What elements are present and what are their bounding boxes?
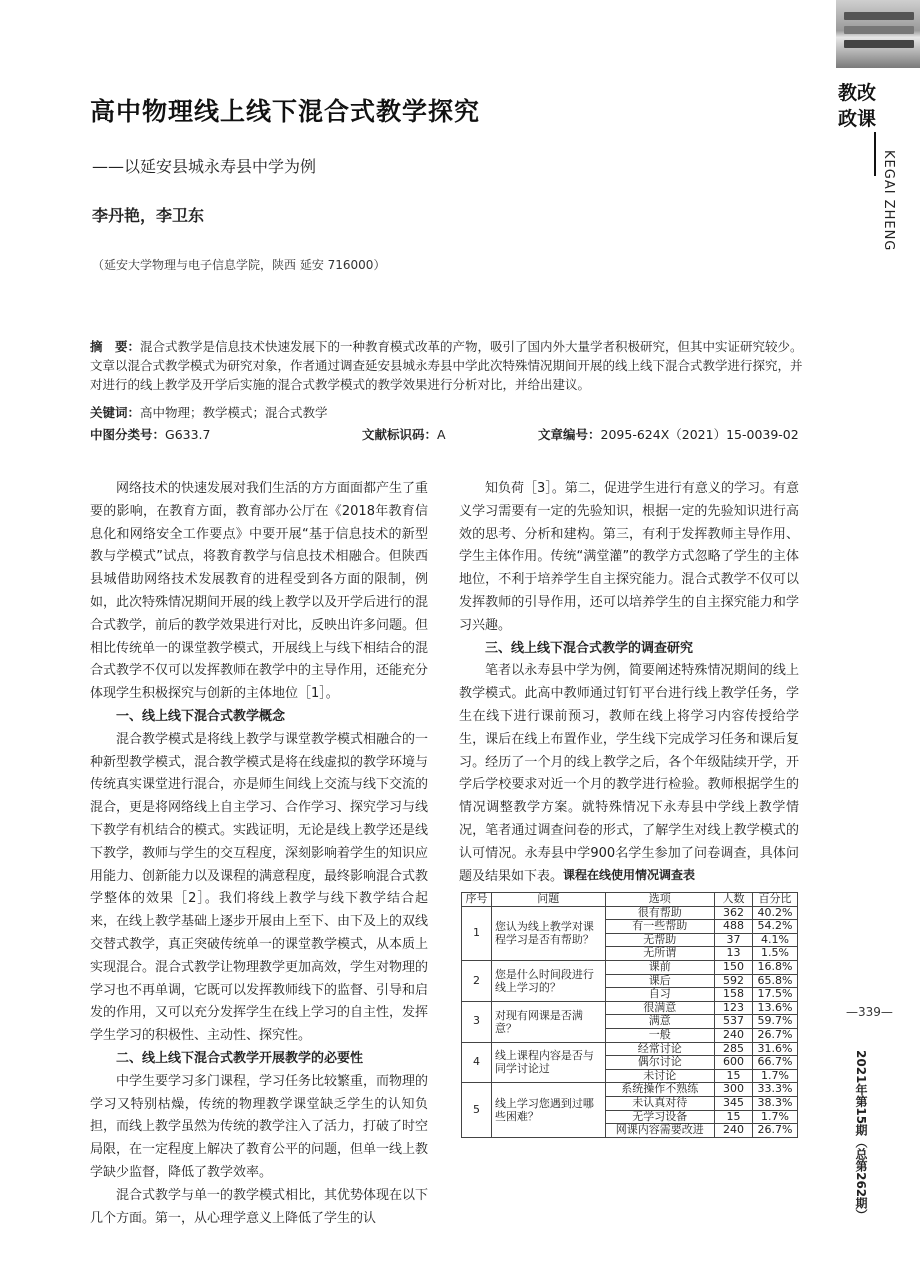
percent-cell: 38.3% bbox=[752, 1096, 797, 1110]
article-authors: 李丹艳，李卫东 bbox=[92, 206, 205, 225]
paragraph: 中学生要学习多门课程，学习任务比较繁重，而物理的学习又特别枯燥，传统的物理教学课堂缺乏学生的认知负担，而线上教学虽然为传统的教学注入了活力，打破了时空局限，在一定程度上解决了教育公平的问题，但单一线上教学缺少监督，降低了教学效率。 bbox=[90, 1073, 429, 1180]
count-cell: 362 bbox=[715, 906, 753, 920]
books-stack-image bbox=[836, 0, 920, 68]
table-row bbox=[462, 1001, 798, 1015]
section-heading: 二、线上线下混合式教学开展教学的必要性 bbox=[116, 1050, 364, 1066]
question-text: 线上课程内容是否与同学讨论过 bbox=[491, 1042, 605, 1083]
percent-cell: 26.7% bbox=[752, 1124, 797, 1138]
option-cell: 课后 bbox=[605, 974, 715, 988]
left-column bbox=[90, 478, 428, 1230]
section-heading: 一、线上线下混合式教学概念 bbox=[116, 708, 286, 724]
question-text: 线上学习您遇到过哪些困难？ bbox=[491, 1083, 605, 1137]
count-cell: 13 bbox=[715, 947, 753, 961]
option-cell: 满意 bbox=[605, 1015, 715, 1029]
count-cell: 150 bbox=[715, 960, 753, 974]
option-cell: 无所谓 bbox=[605, 947, 715, 961]
option-cell: 经常讨论 bbox=[605, 1042, 715, 1056]
journal-section-latin: KEGAI ZHENG bbox=[881, 150, 896, 252]
keywords-text: 高中物理；教学模式；混合式教学 bbox=[140, 405, 328, 420]
table-title: 课程在线使用情况调查表 bbox=[562, 868, 695, 882]
count-cell: 592 bbox=[715, 974, 753, 988]
right-column bbox=[459, 478, 799, 888]
count-cell: 158 bbox=[715, 988, 753, 1002]
option-cell: 未讨论 bbox=[605, 1069, 715, 1083]
paragraph: 网络技术的快速发展对我们生活的方方面面都产生了重要的影响，在教育方面，教育部办公厅在《2018年教育信息化和网络安全工作要点》中要开展“基于信息技术的新型教与学模式”试点，将教育教学与信息技术相融合。但陕西县城借助网络技术发展教育的进程受到各方面的限制，例如，此次特殊情况期间开展的线上教学以及开学后进行的混合式教学，前后的教学效果进行对比，反映出许多问题。但相比传统单一的课堂教学模式，开展线上与线下相结合的混合式教学不仅可以发挥教师在教学中的主导作用，还能充分体现学生积极探究与创新的主体地位［1］。 bbox=[90, 481, 429, 702]
percent-cell: 1.7% bbox=[752, 1110, 797, 1124]
paragraph: 知负荷［3］。第二，促进学生进行有意义的学习。有意义学习需要有一定的先验知识，根据一定的先验知识进行高效的思考、分析和建构。第三，有利于发挥教师主导作用、学生主体作用。传统“满堂灌”的教学方式忽略了学生的主体地位，不利于培养学生自主探究能力。混合式教学不仅可以发挥教师的引导作用，还可以培养学生的自主探究能力和学习兴趣。 bbox=[459, 481, 799, 633]
count-cell: 37 bbox=[715, 933, 753, 947]
count-cell: 600 bbox=[715, 1056, 753, 1070]
table-header-cell: 选项 bbox=[605, 893, 715, 907]
option-cell: 未认真对待 bbox=[605, 1096, 715, 1110]
article-no-value: 2095-624X（2021）15-0039-02 bbox=[600, 427, 799, 442]
table-row bbox=[462, 1083, 798, 1097]
option-cell: 系统操作不熟练 bbox=[605, 1083, 715, 1097]
count-cell: 300 bbox=[715, 1083, 753, 1097]
doc-label: 文献标识码： bbox=[362, 427, 438, 442]
percent-cell: 54.2% bbox=[752, 920, 797, 934]
article-number bbox=[538, 425, 799, 443]
percent-cell: 40.2% bbox=[752, 906, 797, 920]
percent-cell: 1.5% bbox=[752, 947, 797, 961]
percent-cell: 26.7% bbox=[752, 1028, 797, 1042]
article-affiliation: （延安大学物理与电子信息学院，陕西 延安 716000） bbox=[92, 258, 386, 272]
section-heading: 三、线上线下混合式教学的调查研究 bbox=[485, 640, 694, 656]
book-icon bbox=[844, 26, 914, 34]
percent-cell: 16.8% bbox=[752, 960, 797, 974]
abstract-label: 摘 要： bbox=[90, 339, 141, 354]
count-cell: 537 bbox=[715, 1015, 753, 1029]
count-cell: 285 bbox=[715, 1042, 753, 1056]
count-cell: 240 bbox=[715, 1028, 753, 1042]
count-cell: 15 bbox=[715, 1069, 753, 1083]
option-cell: 无学习设备 bbox=[605, 1110, 715, 1124]
article-title: 高中物理线上线下混合式教学探究 bbox=[90, 97, 481, 126]
percent-cell: 66.7% bbox=[752, 1056, 797, 1070]
keywords bbox=[90, 403, 328, 421]
option-cell: 网课内容需要改进 bbox=[605, 1124, 715, 1138]
percent-cell: 31.6% bbox=[752, 1042, 797, 1056]
option-cell: 很有帮助 bbox=[605, 906, 715, 920]
book-icon bbox=[844, 12, 914, 20]
document-code bbox=[362, 425, 446, 443]
clc-number bbox=[90, 425, 211, 443]
count-cell: 240 bbox=[715, 1124, 753, 1138]
count-cell: 488 bbox=[715, 920, 753, 934]
keywords-label: 关键词： bbox=[90, 405, 141, 420]
percent-cell: 4.1% bbox=[752, 933, 797, 947]
table-body bbox=[462, 906, 798, 1137]
option-cell: 有一些帮助 bbox=[605, 920, 715, 934]
table-header-row bbox=[462, 893, 798, 907]
question-number: 1 bbox=[462, 906, 492, 960]
book-icon bbox=[844, 40, 914, 48]
option-cell: 一般 bbox=[605, 1028, 715, 1042]
question-text: 您是什么时间段进行线上学习的？ bbox=[491, 960, 605, 1001]
count-cell: 123 bbox=[715, 1001, 753, 1015]
article-subtitle: ——以延安县城永寿县中学为例 bbox=[92, 157, 317, 176]
option-cell: 很满意 bbox=[605, 1001, 715, 1015]
table-header-cell: 百分比 bbox=[752, 893, 797, 907]
table-row bbox=[462, 1042, 798, 1056]
option-cell: 课前 bbox=[605, 960, 715, 974]
table-header-cell: 问题 bbox=[491, 893, 605, 907]
question-text: 您认为线上教学对课程学习是否有帮助？ bbox=[491, 906, 605, 960]
option-cell: 自习 bbox=[605, 988, 715, 1002]
journal-section-title: 教改政课 bbox=[838, 82, 877, 130]
percent-cell: 65.8% bbox=[752, 974, 797, 988]
percent-cell: 17.5% bbox=[752, 988, 797, 1002]
paragraph: 混合教学模式是将线上教学与课堂教学模式相融合的一种新型教学模式，混合教学模式是将在线虚拟的教学环境与传统真实课堂进行混合，亦是师生间线上交流与线下交流的混合，更是将网络线上自主学习、合作学习、探究学习与线下教学有机结合的模式。实践证明，无论是线上教学还是线下教学，教师与学生的交互程度，深刻影响着学生的知识应用能力、创新能力以及课程的满意程度，最终影响混合式教学整体的效果［2］。我们将线上教学与线下教学结合起来，在线上教学基础上逐步开展由上至下、由下及上的双线交替式教学，真正突破传统单一的课堂教学模式，从本质上实现混合。混合式教学让物理教学更加高效，学生对物理的学习也不再单调，它既可以发挥教师线下的监督、引导和启发的作用，又可以充分发挥学生在线上学习的自主性，发挥学生学习的积极性、主动性、探究性。 bbox=[90, 731, 429, 1044]
table-row bbox=[462, 960, 798, 974]
option-cell: 偶尔讨论 bbox=[605, 1056, 715, 1070]
question-number: 4 bbox=[462, 1042, 492, 1083]
issue-info: 2021年第15期（总第262期） bbox=[854, 1050, 868, 1222]
percent-cell: 13.6% bbox=[752, 1001, 797, 1015]
survey-table bbox=[461, 892, 798, 1138]
doc-value: A bbox=[437, 427, 446, 442]
question-number: 3 bbox=[462, 1001, 492, 1042]
page-number: —339— bbox=[846, 1005, 893, 1019]
percent-cell: 33.3% bbox=[752, 1083, 797, 1097]
count-cell: 345 bbox=[715, 1096, 753, 1110]
paragraph: 笔者以永寿县中学为例，简要阐述特殊情况期间的线上教学模式。此高中教师通过钉钉平台进行线上教学任务，学生在线下进行课前预习，教师在线上将学习内容传授给学生，课后在线上布置作业，学生线下完成学习任务和课后复习。经历了一个月的线上教学之后，各个年级陆续开学，开学后学校要求对近一个月的教学进行检验。教师根据学生的情况调整教学方案。就特殊情况下永寿县中学线上教学情况，笔者通过调查问卷的形式，了解学生对线上教学模式的认可情况。永寿县中学900名学生参加了问卷调查，具体问题及结果如下表。 bbox=[459, 663, 799, 884]
percent-cell: 1.7% bbox=[752, 1069, 797, 1083]
option-cell: 无帮助 bbox=[605, 933, 715, 947]
clc-label: 中图分类号： bbox=[90, 427, 166, 442]
article-no-label: 文章编号： bbox=[538, 427, 601, 442]
question-number: 5 bbox=[462, 1083, 492, 1137]
clc-value: G633.7 bbox=[165, 427, 211, 442]
abstract bbox=[90, 337, 805, 394]
paragraph: 混合式教学与单一的教学模式相比，其优势体现在以下几个方面。第一，从心理学意义上降低了学生的认 bbox=[90, 1187, 429, 1226]
table-header-cell: 序号 bbox=[462, 893, 492, 907]
percent-cell: 59.7% bbox=[752, 1015, 797, 1029]
question-text: 对现有网课是否满意？ bbox=[491, 1001, 605, 1042]
count-cell: 15 bbox=[715, 1110, 753, 1124]
abstract-text: 混合式教学是信息技术快速发展下的一种教育模式改革的产物，吸引了国内外大量学者积极研究，但其中实证研究较少。文章以混合式教学模式为研究对象，作者通过调查延安县城永寿县中学此次特殊情况期间开展的线上线下混合式教学进行探究，并对进行的线上教学及开学后实施的混合式教学模式的教学效果进行分析对比，并给出建议。 bbox=[90, 339, 803, 392]
table-row bbox=[462, 906, 798, 920]
question-number: 2 bbox=[462, 960, 492, 1001]
table-header-cell: 人数 bbox=[715, 893, 753, 907]
